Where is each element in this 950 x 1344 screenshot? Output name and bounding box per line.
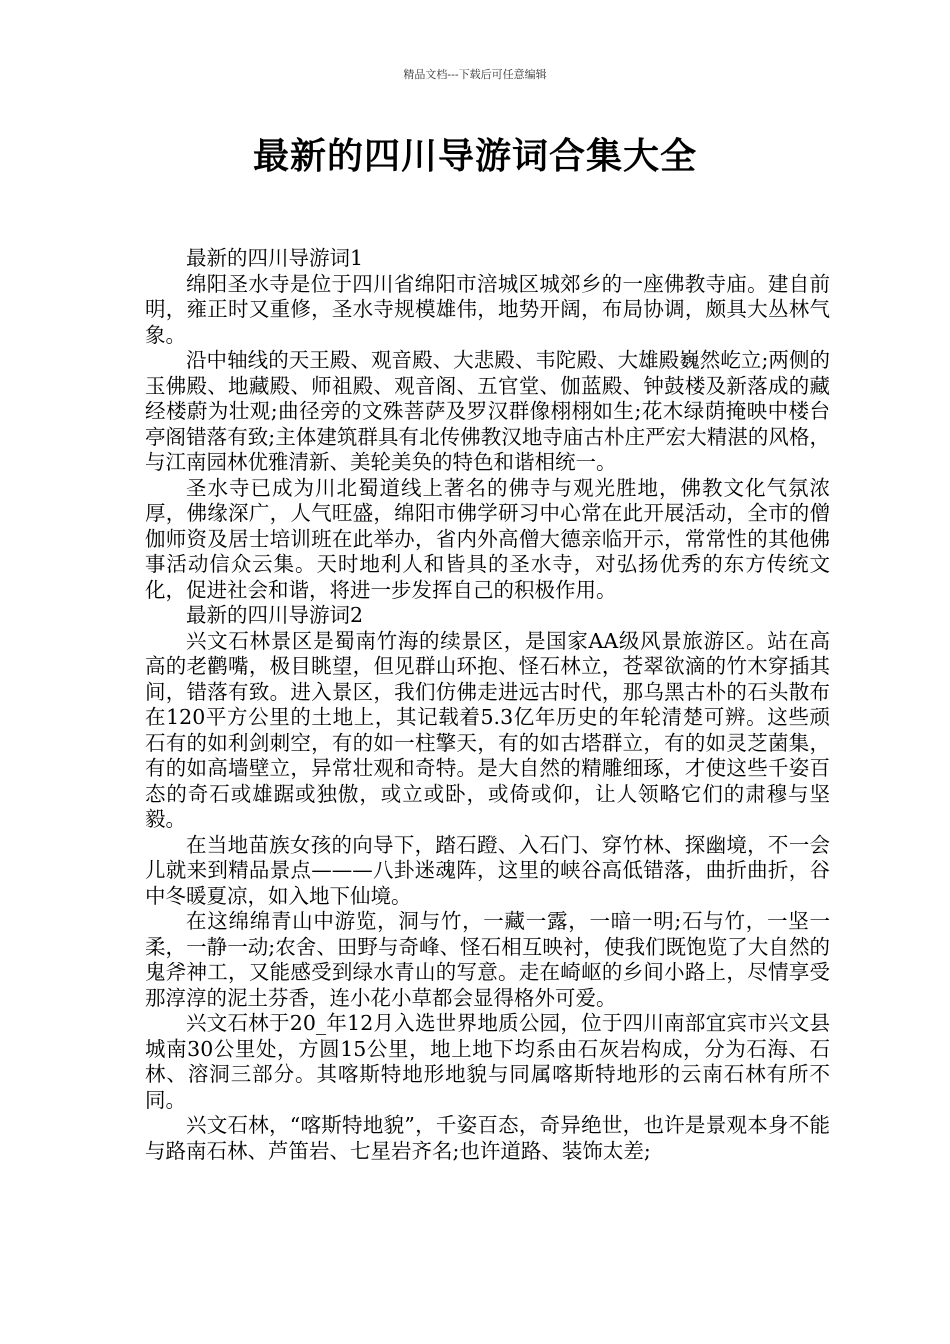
body-paragraph: 在当地苗族女孩的向导下，踏石蹬、入石门、穿竹林、探幽境，不一会儿就来到精品景点———八卦迷魂阵，这里的峡谷高低错落，曲折曲折，谷中冬暖夏凉，如入地下仙境。 [145, 832, 830, 908]
document-body [145, 246, 830, 1164]
section-heading: 最新的四川导游词1 [186, 246, 364, 270]
body-paragraph: 兴文石林景区是蜀南竹海的续景区，是国家AA级风景旅游区。站在高高的老鹳嘴，极目眺望，但见群山环抱、怪石林立，苍翠欲滴的竹木穿插其间，错落有致。进入景区，我们仿佛走进远古时代，那乌黑古朴的石头散布在120平方公里的土地上，其记载着5.3亿年历史的年轮清楚可辨。这些顽石有的如利剑刺空，有的如一柱擎天，有的如古塔群立，有的如灵芝菌集，有的如高墙壁立，异常壮观和奇特。是大自然的精雕细琢，才使这些千姿百态的奇石或雄踞或独傲，或立或卧，或倚或仰，让人领略它们的肃穆与坚毅。 [145, 628, 830, 831]
body-paragraph: 在这绵绵青山中游览，洞与竹，一藏一露，一暗一明;石与竹，一坚一柔，一静一动;农舍、田野与奇峰、怪石相互映衬，使我们既饱览了大自然的鬼斧神工，又能感受到绿水青山的写意。走在崎岖的乡间小路上，尽情享受那淳淳的泥土芬香，连小花小草都会显得格外可爱。 [145, 909, 830, 1010]
document-title: 最新的四川导游词合集大全 [252, 136, 697, 177]
body-paragraph: 兴文石林于20_年12月入选世界地质公园，位于四川南部宜宾市兴文县城南30公里处，方圆15公里，地上地下均系由石灰岩构成，分为石海、石林、溶洞三部分。其喀斯特地形地貌与同属喀斯特地形的云南石林有所不同。 [145, 1011, 830, 1112]
body-paragraph: 绵阳圣水寺是位于四川省绵阳市涪城区城郊乡的一座佛教寺庙。建自前明，雍正时又重修，圣水寺规模雄伟，地势开阔，布局协调，颇具大丛林气象。 [145, 271, 830, 347]
body-paragraph: 兴文石林，“喀斯特地貌”，千姿百态，奇异绝世，也许是景观本身不能与路南石林、芦笛岩、七星岩齐名;也许道路、装饰太差; [145, 1113, 830, 1163]
body-paragraph: 沿中轴线的天王殿、观音殿、大悲殿、韦陀殿、大雄殿巍然屹立;两侧的玉佛殿、地藏殿、师祖殿、观音阁、五官堂、伽蓝殿、钟鼓楼及新落成的藏经楼蔚为壮观;曲径旁的文殊菩萨及罗汉群像栩栩如生;花木绿荫掩映中楼台亭阁错落有致;主体建筑群具有北传佛教汉地寺庙古朴庄严宏大精湛的风格，与江南园林优雅清新、美轮美奂的特色和谐相统一。 [145, 348, 830, 474]
header-note: 精品文档---下载后可任意编辑 [403, 68, 547, 81]
section-heading: 最新的四川导游词2 [186, 603, 364, 627]
body-paragraph: 圣水寺已成为川北蜀道线上著名的佛寺与观光胜地，佛教文化气氛浓厚，佛缘深广，人气旺盛，绵阳市佛学研习中心常在此开展活动，全市的僧伽师资及居士培训班在此举办，省内外高僧大德亲临开示，常常性的其他佛事活动信众云集。天时地利人和皆具的圣水寺，对弘扬优秀的东方传统文化，促进社会和谐，将进一步发挥自己的积极作用。 [145, 475, 830, 602]
